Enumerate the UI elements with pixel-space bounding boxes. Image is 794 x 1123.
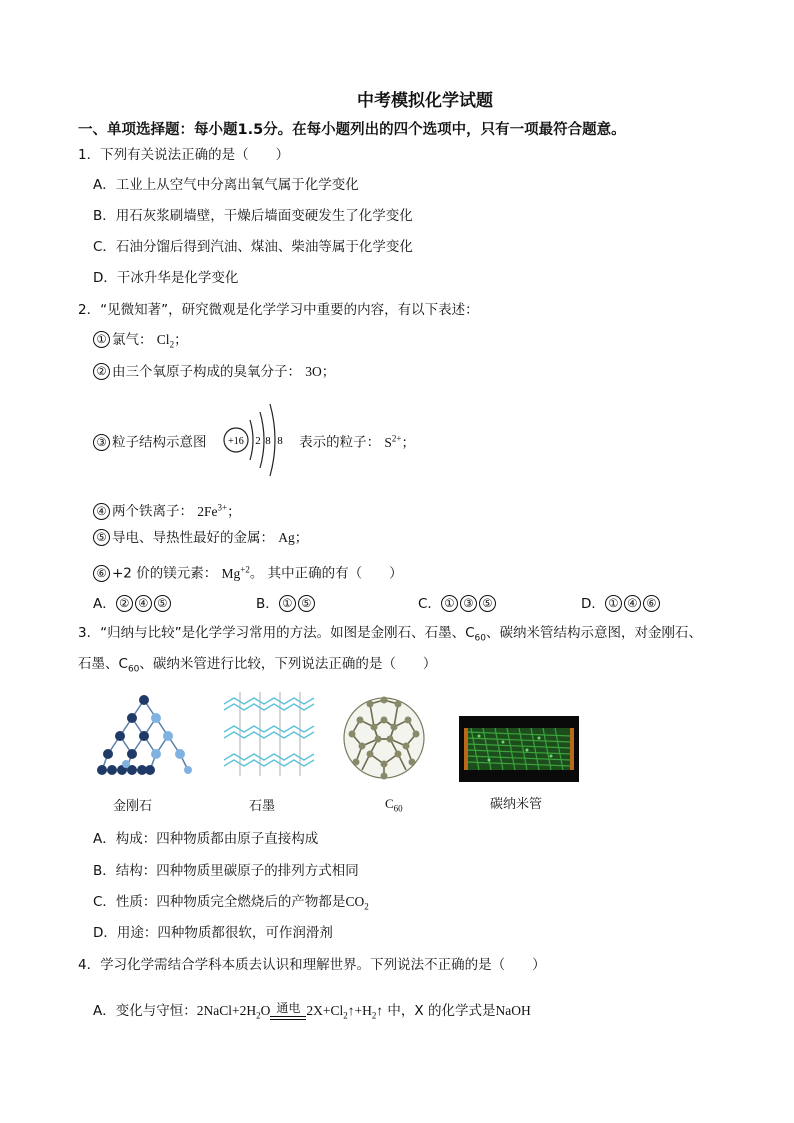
formula: $2Fe^{3+}$； — [197, 502, 241, 519]
q4-option-a: A．变化与守恒：$2NaCl+2H_2O$ 通电 $2X+Cl_2↑+H_2↑$ 中，X 的化学式是NaOH — [93, 1001, 531, 1026]
circled-number: ④ — [93, 503, 110, 520]
q2-item-3: ③ 粒子结构示意图 表示的粒子： $S^{2+}$； — [93, 428, 415, 453]
diamond-label: 金刚石 — [113, 799, 153, 814]
formula: $Mg^{+2}$ — [221, 564, 250, 581]
sulfur-ion-structure-diagram — [218, 398, 300, 482]
q2-option-d: D． ① ④ ⑥ — [581, 592, 662, 612]
reaction-condition: 通电 — [276, 1000, 301, 1015]
formula: 3O； — [305, 364, 336, 379]
page-title: 中考模拟化学试题 — [357, 91, 493, 111]
chemical-equation: $2NaCl+2H_2O$ 通电 $2X+Cl_2↑+H_2↑$ — [197, 1003, 383, 1018]
q1-option-d: D．干冰升华是化学变化 — [93, 270, 239, 286]
q2-item-2: ② 由三个氧原子构成的臭氧分子： 3O； — [93, 362, 335, 382]
q3-stem-line-1: 3．“归纳与比较”是化学学习常用的方法。如图是金刚石、石墨、$C_{60}$、碳纳米管结构示意图，对金刚石、 — [78, 625, 702, 644]
q3-option-b: B．结构：四种物质里碳原子的排列方式相同 — [93, 863, 359, 879]
circled-number: ② — [93, 363, 110, 380]
c60-structure-image — [336, 690, 432, 786]
q2-item-4: ④ 两个铁离子： $2Fe^{3+}$； — [93, 497, 241, 522]
q3-stem-line-2: 石墨、$C_{60}$、碳纳米管进行比较，下列说法正确的是（ ） — [78, 656, 437, 675]
q1-option-b: B．用石灰浆刷墙壁，干燥后墙面变硬发生了化学变化 — [93, 208, 413, 224]
electron-count-3: 8 — [277, 435, 283, 447]
graphite-label: 石墨 — [249, 799, 276, 814]
q2-item-5: ⑤ 导电、导热性最好的金属： Ag； — [93, 528, 308, 548]
q2-item-6: ⑥ +2 价的镁元素： $Mg^{+2}$。 其中正确的有（ ） — [93, 559, 403, 584]
formula: $S^{2+}$； — [384, 433, 415, 450]
circled-number: ① — [93, 331, 110, 348]
q2-option-c: C． ① ③ ⑤ — [418, 592, 498, 612]
q3-option-c: C．性质：四种物质完全燃烧后的产物都是$CO_2$ — [93, 894, 369, 912]
q2-option-a: A． ② ④ ⑤ — [93, 592, 173, 612]
q2-item-1: ① 氯气： $Cl_2$； — [93, 330, 188, 355]
diamond-structure-image — [92, 690, 196, 782]
nanotube-label: 碳纳米管 — [490, 797, 543, 812]
formula: $Cl_2$； — [156, 332, 188, 350]
q2-stem: 2．“见微知著”，研究微观是化学学习中重要的内容，有以下表述： — [78, 302, 479, 318]
q1-option-a: A．工业上从空气中分离出氧气属于化学变化 — [93, 177, 359, 193]
c60-label: $C_{60}$ — [385, 796, 403, 814]
nucleus-label: +16 — [228, 436, 244, 447]
electron-count-2: 8 — [265, 435, 271, 447]
q3-option-a: A．构成：四种物质都由原子直接构成 — [93, 831, 319, 847]
section-heading: 一、单项选择题：每小题1.5分。在每小题列出的四个选项中，只有一项最符合题意。 — [78, 122, 626, 138]
q4-stem: 4．学习化学需结合学科本质去认识和理解世界。下列说法不正确的是（ ） — [78, 957, 546, 973]
electron-count-1: 2 — [255, 435, 261, 447]
q1-stem: 1．下列有关说法正确的是（ ） — [78, 147, 290, 163]
carbon-nanotube-image — [459, 716, 579, 782]
circled-number: ⑤ — [93, 529, 110, 546]
q3-option-d: D．用途：四种物质都很软，可作润滑剂 — [93, 925, 333, 941]
graphite-structure-image — [220, 688, 324, 780]
formula: Ag； — [278, 530, 309, 545]
circled-number: ⑥ — [93, 565, 110, 582]
circled-number: ③ — [93, 434, 110, 451]
q2-option-b: B． ① ⑤ — [256, 592, 317, 612]
q1-option-c: C．石油分馏后得到汽油、煤油、柴油等属于化学变化 — [93, 239, 413, 255]
